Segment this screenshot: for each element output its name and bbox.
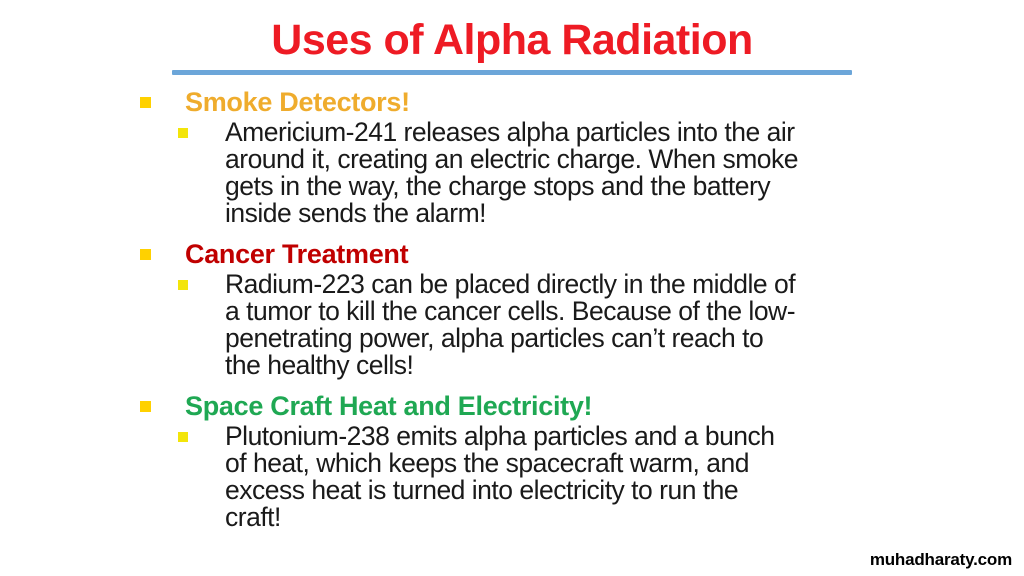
- body-line: of heat, which keeps the spacecraft warm, and: [225, 448, 749, 478]
- body-line: penetrating power, alpha particles can’t reach to: [225, 323, 764, 353]
- bullet-square-icon: [140, 97, 151, 108]
- heading-row: [140, 391, 1024, 421]
- section-body: [225, 271, 905, 379]
- bullet-square-icon: [178, 128, 188, 138]
- body-line: around it, creating an electric charge. When smoke: [225, 144, 799, 174]
- body-line: the healthy cells!: [225, 350, 414, 380]
- bullet-square-icon: [140, 249, 151, 260]
- heading-row: [140, 87, 1024, 117]
- body-line: craft!: [225, 502, 281, 532]
- section-heading: Space Craft Heat and Electricity!: [185, 391, 593, 421]
- title-underline: [172, 70, 852, 75]
- bullet-square-icon: [140, 401, 151, 412]
- bullet-square-icon: [178, 432, 188, 442]
- section-heading: Cancer Treatment: [185, 239, 409, 269]
- section-body: [225, 119, 905, 227]
- bullet-square-icon: [178, 280, 188, 290]
- section-body: [225, 423, 905, 531]
- body-line: a tumor to kill the cancer cells. Because of the low-: [225, 296, 796, 326]
- section-cancer-treatment: [0, 239, 1024, 379]
- section-spacecraft: [0, 391, 1024, 531]
- body-line: Radium-223 can be placed directly in the middle of: [225, 269, 796, 299]
- slide-title: Uses of Alpha Radiation: [271, 16, 753, 64]
- heading-row: [140, 239, 1024, 269]
- body-line: excess heat is turned into electricity to run the: [225, 475, 739, 505]
- body-line: inside sends the alarm!: [225, 198, 487, 228]
- section-smoke-detectors: [0, 87, 1024, 227]
- body-line: Americium-241 releases alpha particles into the air: [225, 117, 795, 147]
- body-line: gets in the way, the charge stops and the battery: [225, 171, 771, 201]
- watermark: muhadharaty.com: [869, 550, 1012, 569]
- body-line: Plutonium-238 emits alpha particles and a bunch: [225, 421, 775, 451]
- section-heading: Smoke Detectors!: [185, 87, 410, 117]
